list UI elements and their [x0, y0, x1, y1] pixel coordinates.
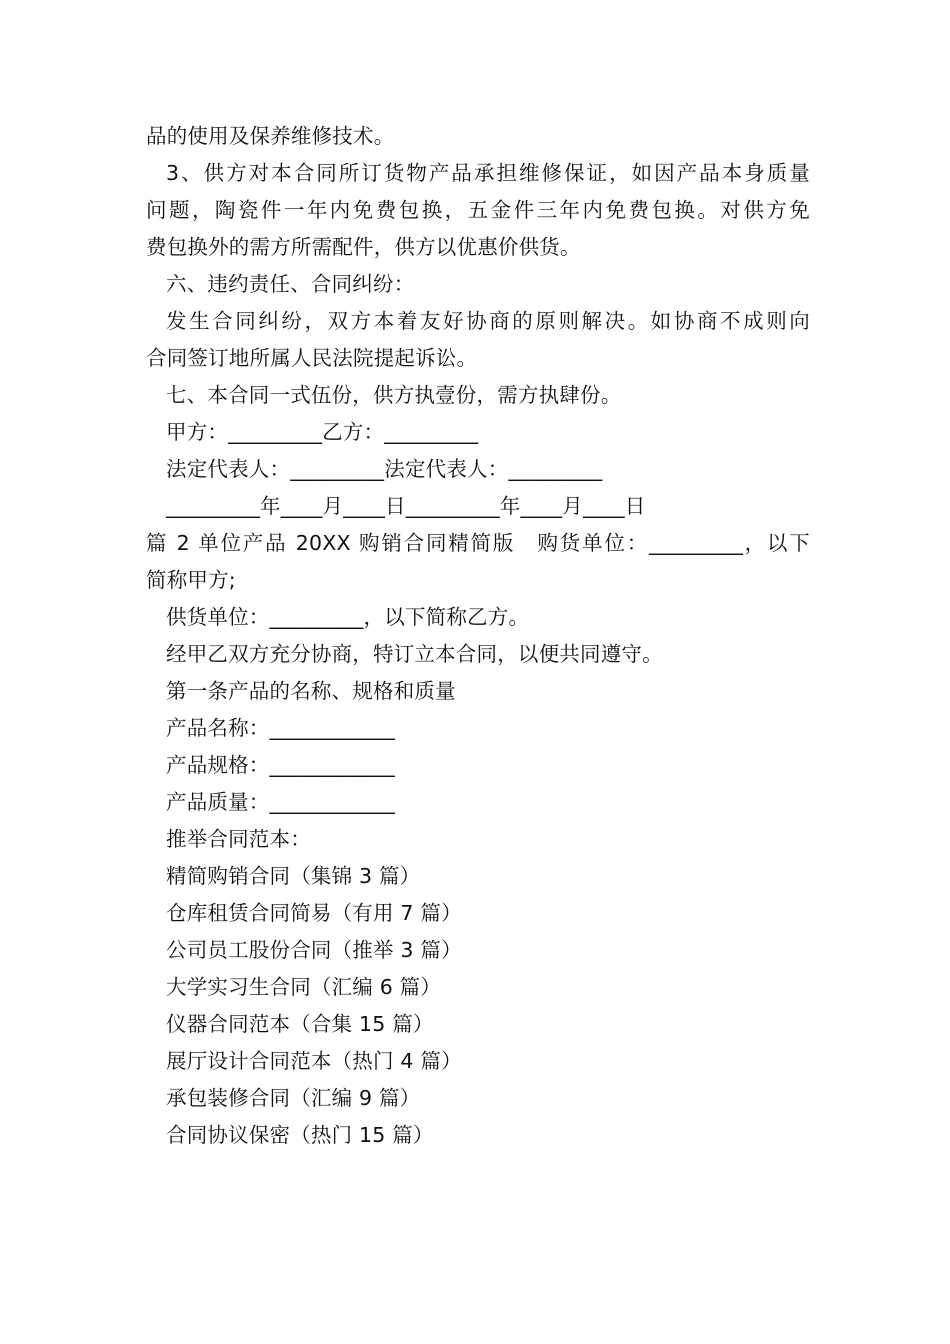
text-line: 经甲乙双方充分协商，特订立本合同，以便共同遵守。: [166, 642, 663, 666]
recommended-heading: 推举合同范本：: [166, 827, 311, 851]
recommended-item: 展厅设计合同范本（热门 4 篇）: [166, 1049, 462, 1073]
recommended-item: 合同协议保密（热门 15 篇）: [166, 1123, 434, 1147]
signature-parties-line: 甲方：_________乙方：_________: [166, 420, 479, 444]
text-line: 品的使用及保养维修技术。: [146, 124, 395, 148]
supplier-line: 供货单位：_________，以下简称乙方。: [166, 605, 530, 629]
section-heading: 七、本合同一式伍份，供方执壹份，需方执肆份。: [166, 383, 622, 407]
recommended-item: 公司员工股份合同（推举 3 篇）: [166, 938, 462, 962]
recommended-item: 承包装修合同（汇编 9 篇）: [166, 1086, 421, 1110]
recommended-item: 仓库租赁合同简易（有用 7 篇）: [166, 901, 462, 925]
document-page: [146, 118, 810, 1154]
text-line: 费包换外的需方所需配件，供方以优惠价供货。: [146, 235, 581, 259]
text-line: 合同签订地所属人民法院提起诉讼。: [146, 346, 478, 370]
recommended-item: 仪器合同范本（合集 15 篇）: [166, 1012, 434, 1036]
product-quality-line: 产品质量：____________: [166, 790, 395, 814]
text-line: 问题，陶瓷件一年内免费包换，五金件三年内免费包换。对供方免: [146, 198, 810, 222]
section-heading: 六、违约责任、合同纠纷：: [166, 272, 415, 296]
article-heading: 第一条产品的名称、规格和质量: [166, 679, 456, 703]
product-name-line: 产品名称：____________: [166, 716, 395, 740]
recommended-item: 精简购销合同（集锦 3 篇）: [166, 864, 421, 888]
legal-representative-line: 法定代表人：_________法定代表人：_________: [166, 457, 603, 481]
product-spec-line: 产品规格：____________: [166, 753, 395, 777]
text-line: 简称甲方;: [146, 568, 236, 592]
text-line: 3、供方对本合同所订货物产品承担维修保证，如因产品本身质量: [166, 161, 810, 185]
date-line: _________年____月____日_________年____月____日: [166, 494, 646, 518]
text-line: 发生合同纠纷，双方本着友好协商的原则解决。如协商不成则向: [166, 309, 810, 333]
recommended-item: 大学实习生合同（汇编 6 篇）: [166, 975, 442, 999]
contract-title-line: 篇 2 单位产品 20XX 购销合同精简版 购货单位：_________，以下: [146, 531, 810, 555]
